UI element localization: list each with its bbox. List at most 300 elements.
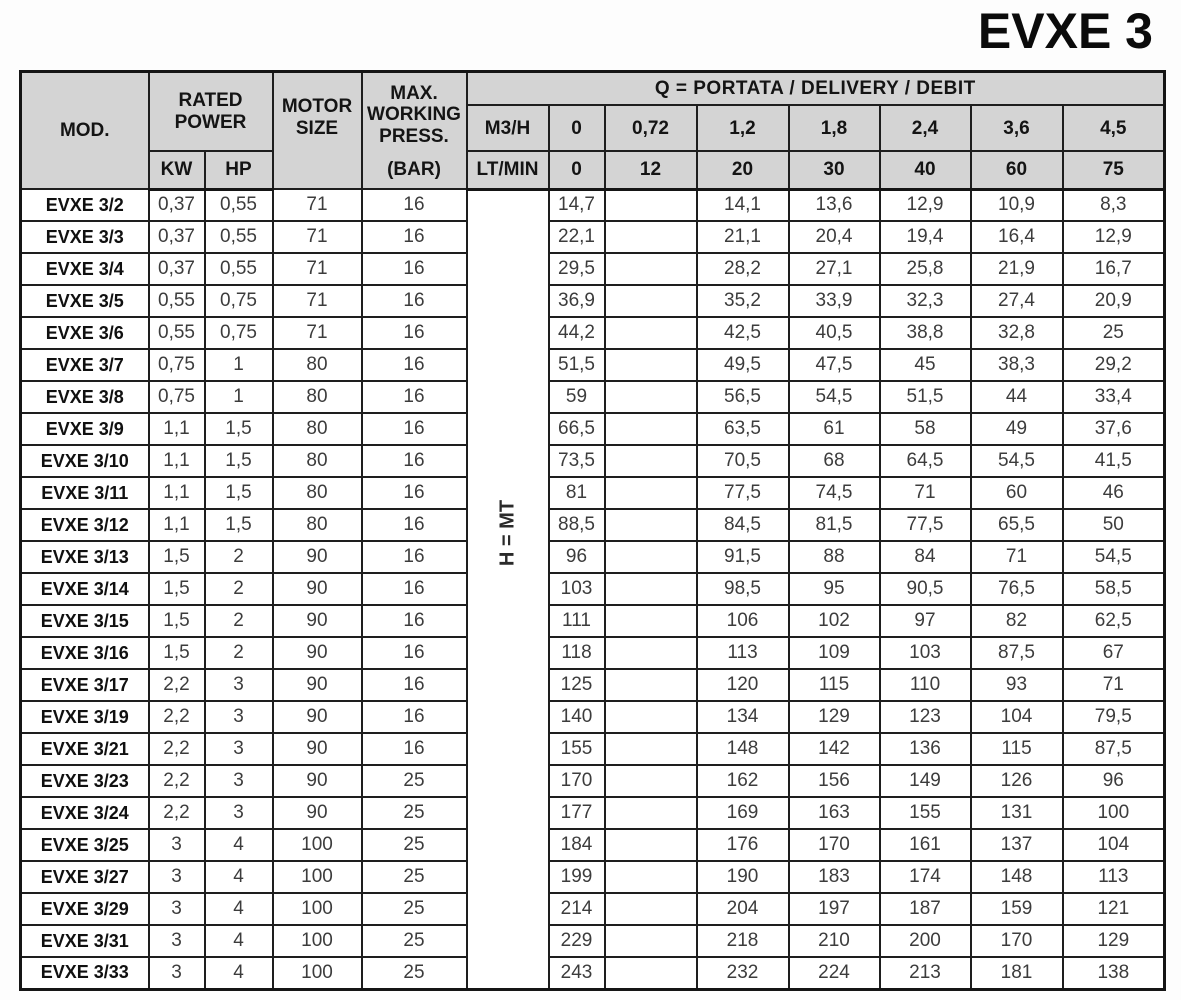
head-value-cell [605, 189, 697, 221]
head-value-cell: 54,5 [789, 381, 880, 413]
table-row [21, 925, 1165, 957]
motor-size-cell: 90 [273, 701, 362, 733]
header-ltmin-label: LT/MIN [467, 151, 549, 189]
table-row [21, 573, 1165, 605]
head-value-cell [605, 861, 697, 893]
head-value-cell: 111 [549, 605, 605, 637]
hp-cell: 3 [205, 765, 273, 797]
max-press-cell: 16 [362, 445, 467, 477]
table-row [21, 829, 1165, 861]
max-press-cell: 16 [362, 253, 467, 285]
model-cell: EVXE 3/17 [21, 669, 149, 701]
head-value-cell: 64,5 [880, 445, 971, 477]
head-value-cell [605, 829, 697, 861]
head-value-cell [605, 541, 697, 573]
head-value-cell [605, 445, 697, 477]
head-value-cell: 73,5 [549, 445, 605, 477]
head-value-cell: 218 [697, 925, 789, 957]
head-value-cell: 49 [971, 413, 1063, 445]
head-value-cell: 22,1 [549, 221, 605, 253]
head-value-cell: 90,5 [880, 573, 971, 605]
max-press-cell: 16 [362, 189, 467, 221]
kw-cell: 3 [149, 957, 205, 989]
head-value-cell: 51,5 [549, 349, 605, 381]
head-value-cell: 103 [549, 573, 605, 605]
head-value-cell: 229 [549, 925, 605, 957]
header-max-press-label: MAX. WORKING PRESS. [367, 83, 461, 147]
kw-cell: 0,55 [149, 285, 205, 317]
model-cell: EVXE 3/9 [21, 413, 149, 445]
head-value-cell: 214 [549, 893, 605, 925]
head-value-cell: 213 [880, 957, 971, 989]
head-value-cell: 87,5 [1063, 733, 1165, 765]
table-row [21, 797, 1165, 829]
hp-cell: 3 [205, 669, 273, 701]
head-value-cell: 21,1 [697, 221, 789, 253]
head-value-cell: 232 [697, 957, 789, 989]
head-value-cell [605, 573, 697, 605]
head-value-cell: 10,9 [971, 189, 1063, 221]
head-value-cell [605, 797, 697, 829]
head-value-cell: 50 [1063, 509, 1165, 541]
table-row [21, 701, 1165, 733]
motor-size-cell: 71 [273, 221, 362, 253]
table-row [21, 445, 1165, 477]
head-value-cell: 115 [789, 669, 880, 701]
head-value-cell: 87,5 [971, 637, 1063, 669]
header-m3h-value: 2,4 [880, 105, 971, 151]
model-cell: EVXE 3/11 [21, 477, 149, 509]
head-value-cell [605, 605, 697, 637]
head-value-cell: 25 [1063, 317, 1165, 349]
model-cell: EVXE 3/12 [21, 509, 149, 541]
model-cell: EVXE 3/15 [21, 605, 149, 637]
motor-size-cell: 71 [273, 253, 362, 285]
head-value-cell: 28,2 [697, 253, 789, 285]
head-value-cell: 104 [971, 701, 1063, 733]
head-value-cell: 67 [1063, 637, 1165, 669]
head-value-cell: 54,5 [1063, 541, 1165, 573]
head-value-cell: 176 [697, 829, 789, 861]
head-value-cell: 169 [697, 797, 789, 829]
head-value-cell: 21,9 [971, 253, 1063, 285]
model-cell: EVXE 3/21 [21, 733, 149, 765]
kw-cell: 1,5 [149, 541, 205, 573]
hp-cell: 4 [205, 957, 273, 989]
header-ltmin-value: 60 [971, 151, 1063, 189]
header-ltmin-value: 75 [1063, 151, 1165, 189]
hp-cell: 4 [205, 893, 273, 925]
model-cell: EVXE 3/25 [21, 829, 149, 861]
motor-size-cell: 90 [273, 605, 362, 637]
head-value-cell: 197 [789, 893, 880, 925]
model-cell: EVXE 3/29 [21, 893, 149, 925]
head-value-cell: 123 [880, 701, 971, 733]
max-press-cell: 16 [362, 701, 467, 733]
max-press-cell: 25 [362, 957, 467, 989]
model-cell: EVXE 3/6 [21, 317, 149, 349]
head-value-cell: 140 [549, 701, 605, 733]
head-value-cell: 84,5 [697, 509, 789, 541]
head-value-cell: 74,5 [789, 477, 880, 509]
max-press-cell: 16 [362, 317, 467, 349]
table-header [21, 72, 1165, 190]
head-value-cell: 61 [789, 413, 880, 445]
table-row [21, 541, 1165, 573]
head-value-cell: 44,2 [549, 317, 605, 349]
table-row [21, 893, 1165, 925]
kw-cell: 1,5 [149, 605, 205, 637]
head-value-cell: 71 [971, 541, 1063, 573]
model-cell: EVXE 3/4 [21, 253, 149, 285]
motor-size-cell: 80 [273, 413, 362, 445]
kw-cell: 3 [149, 925, 205, 957]
table-row [21, 637, 1165, 669]
head-value-cell: 187 [880, 893, 971, 925]
head-value-cell: 77,5 [697, 477, 789, 509]
model-cell: EVXE 3/10 [21, 445, 149, 477]
head-value-cell: 97 [880, 605, 971, 637]
head-value-cell: 44 [971, 381, 1063, 413]
motor-size-cell: 100 [273, 829, 362, 861]
head-value-cell: 27,1 [789, 253, 880, 285]
table-row [21, 861, 1165, 893]
head-value-cell: 138 [1063, 957, 1165, 989]
max-press-cell: 16 [362, 733, 467, 765]
head-value-cell: 47,5 [789, 349, 880, 381]
model-cell: EVXE 3/8 [21, 381, 149, 413]
kw-cell: 3 [149, 829, 205, 861]
head-value-cell: 54,5 [971, 445, 1063, 477]
motor-size-cell: 100 [273, 861, 362, 893]
table-row [21, 765, 1165, 797]
motor-size-cell: 80 [273, 381, 362, 413]
head-value-cell: 56,5 [697, 381, 789, 413]
kw-cell: 1,5 [149, 573, 205, 605]
head-value-cell: 37,6 [1063, 413, 1165, 445]
head-value-cell: 136 [880, 733, 971, 765]
page-title: EVXE 3 [977, 3, 1153, 59]
head-value-cell: 65,5 [971, 509, 1063, 541]
head-value-cell: 149 [880, 765, 971, 797]
head-value-cell: 121 [1063, 893, 1165, 925]
head-value-cell: 38,8 [880, 317, 971, 349]
model-cell: EVXE 3/31 [21, 925, 149, 957]
head-value-cell: 95 [789, 573, 880, 605]
head-value-cell: 20,4 [789, 221, 880, 253]
head-value-cell: 29,5 [549, 253, 605, 285]
kw-cell: 2,2 [149, 733, 205, 765]
motor-size-cell: 80 [273, 445, 362, 477]
table-row [21, 669, 1165, 701]
table-row [21, 349, 1165, 381]
head-value-cell: 8,3 [1063, 189, 1165, 221]
table-row [21, 285, 1165, 317]
head-value-cell [605, 925, 697, 957]
head-value-cell: 148 [697, 733, 789, 765]
head-value-cell: 155 [549, 733, 605, 765]
hp-cell: 4 [205, 925, 273, 957]
head-value-cell: 84 [880, 541, 971, 573]
head-value-cell: 96 [549, 541, 605, 573]
head-value-cell: 110 [880, 669, 971, 701]
hp-cell: 1,5 [205, 413, 273, 445]
table-body [21, 189, 1165, 989]
head-value-cell: 12,9 [1063, 221, 1165, 253]
head-value-cell: 25,8 [880, 253, 971, 285]
head-value-cell: 58,5 [1063, 573, 1165, 605]
table-row [21, 253, 1165, 285]
hp-cell: 0,55 [205, 189, 273, 221]
kw-cell: 1,1 [149, 509, 205, 541]
motor-size-cell: 90 [273, 797, 362, 829]
head-value-cell: 32,8 [971, 317, 1063, 349]
motor-size-cell: 90 [273, 637, 362, 669]
motor-size-cell: 100 [273, 925, 362, 957]
head-value-cell: 102 [789, 605, 880, 637]
head-value-cell: 58 [880, 413, 971, 445]
head-value-cell: 35,2 [697, 285, 789, 317]
head-value-cell: 113 [1063, 861, 1165, 893]
table-row [21, 477, 1165, 509]
motor-size-cell: 90 [273, 541, 362, 573]
head-value-cell: 125 [549, 669, 605, 701]
head-value-cell: 38,3 [971, 349, 1063, 381]
head-value-cell: 142 [789, 733, 880, 765]
hp-cell: 1,5 [205, 477, 273, 509]
head-value-cell: 177 [549, 797, 605, 829]
head-value-cell: 155 [880, 797, 971, 829]
kw-cell: 2,2 [149, 701, 205, 733]
kw-cell: 1,1 [149, 413, 205, 445]
motor-size-cell: 90 [273, 733, 362, 765]
head-value-cell: 51,5 [880, 381, 971, 413]
header-motor-size-label: MOTOR SIZE [281, 96, 353, 139]
head-value-cell: 60 [971, 477, 1063, 509]
kw-cell: 0,75 [149, 349, 205, 381]
model-cell: EVXE 3/33 [21, 957, 149, 989]
table-row [21, 733, 1165, 765]
hp-cell: 3 [205, 701, 273, 733]
kw-cell: 2,2 [149, 765, 205, 797]
kw-cell: 1,5 [149, 637, 205, 669]
head-value-cell: 16,4 [971, 221, 1063, 253]
kw-cell: 0,75 [149, 381, 205, 413]
head-value-cell [605, 957, 697, 989]
head-value-cell [605, 701, 697, 733]
hp-cell: 0,55 [205, 221, 273, 253]
motor-size-cell: 71 [273, 317, 362, 349]
hp-cell: 1,5 [205, 509, 273, 541]
model-cell: EVXE 3/14 [21, 573, 149, 605]
head-value-cell: 77,5 [880, 509, 971, 541]
header-hp: HP [205, 151, 273, 189]
motor-size-cell: 80 [273, 349, 362, 381]
model-cell: EVXE 3/5 [21, 285, 149, 317]
max-press-cell: 16 [362, 573, 467, 605]
head-value-cell: 103 [880, 637, 971, 669]
head-value-cell: 224 [789, 957, 880, 989]
head-value-cell: 148 [971, 861, 1063, 893]
header-rated-power: RATED POWER [149, 72, 273, 152]
head-value-cell [605, 765, 697, 797]
max-press-cell: 16 [362, 285, 467, 317]
table-row [21, 605, 1165, 637]
head-value-cell: 27,4 [971, 285, 1063, 317]
kw-cell: 2,2 [149, 669, 205, 701]
head-value-cell: 115 [971, 733, 1063, 765]
header-ltmin-value: 20 [697, 151, 789, 189]
max-press-cell: 25 [362, 797, 467, 829]
motor-size-cell: 71 [273, 189, 362, 221]
head-value-cell: 20,9 [1063, 285, 1165, 317]
header-max-working-press [362, 72, 467, 190]
table-row [21, 317, 1165, 349]
max-press-cell: 16 [362, 637, 467, 669]
head-value-cell: 170 [971, 925, 1063, 957]
head-value-cell: 63,5 [697, 413, 789, 445]
head-value-cell: 181 [971, 957, 1063, 989]
max-press-cell: 25 [362, 765, 467, 797]
head-value-cell: 36,9 [549, 285, 605, 317]
head-value-cell: 184 [549, 829, 605, 861]
head-value-cell: 14,1 [697, 189, 789, 221]
head-value-cell: 109 [789, 637, 880, 669]
head-value-cell: 81,5 [789, 509, 880, 541]
max-press-cell: 16 [362, 669, 467, 701]
head-value-cell: 62,5 [1063, 605, 1165, 637]
hp-cell: 0,75 [205, 285, 273, 317]
header-m3h-value: 1,2 [697, 105, 789, 151]
head-value-cell: 100 [1063, 797, 1165, 829]
motor-size-cell: 71 [273, 285, 362, 317]
head-value-cell: 79,5 [1063, 701, 1165, 733]
kw-cell: 0,37 [149, 221, 205, 253]
head-value-cell: 137 [971, 829, 1063, 861]
header-m3h-label: M3/H [467, 105, 549, 151]
head-value-cell: 162 [697, 765, 789, 797]
motor-size-cell: 80 [273, 509, 362, 541]
hp-cell: 4 [205, 829, 273, 861]
head-value-cell: 156 [789, 765, 880, 797]
kw-cell: 3 [149, 893, 205, 925]
head-value-cell [605, 253, 697, 285]
head-value-cell [605, 381, 697, 413]
head-value-cell: 134 [697, 701, 789, 733]
model-cell: EVXE 3/3 [21, 221, 149, 253]
head-value-cell [605, 285, 697, 317]
head-value-cell: 118 [549, 637, 605, 669]
head-value-cell: 98,5 [697, 573, 789, 605]
max-press-cell: 16 [362, 605, 467, 637]
head-value-cell: 104 [1063, 829, 1165, 861]
model-cell: EVXE 3/24 [21, 797, 149, 829]
motor-size-cell: 100 [273, 957, 362, 989]
header-motor-size [273, 72, 362, 190]
hp-cell: 1,5 [205, 445, 273, 477]
head-value-cell: 33,4 [1063, 381, 1165, 413]
header-m3h-value: 3,6 [971, 105, 1063, 151]
head-value-cell: 71 [1063, 669, 1165, 701]
head-value-cell: 159 [971, 893, 1063, 925]
hp-cell: 4 [205, 861, 273, 893]
head-value-cell: 41,5 [1063, 445, 1165, 477]
head-value-cell: 40,5 [789, 317, 880, 349]
table-row [21, 509, 1165, 541]
table-row [21, 413, 1165, 445]
header-ltmin-value: 40 [880, 151, 971, 189]
header-ltmin-value: 0 [549, 151, 605, 189]
model-cell: EVXE 3/2 [21, 189, 149, 221]
model-cell: EVXE 3/13 [21, 541, 149, 573]
hp-cell: 1 [205, 349, 273, 381]
head-value-cell: 161 [880, 829, 971, 861]
motor-size-cell: 90 [273, 765, 362, 797]
hp-cell: 3 [205, 733, 273, 765]
head-value-cell: 45 [880, 349, 971, 381]
head-value-cell [605, 221, 697, 253]
header-bar-label: (BAR) [387, 158, 441, 180]
head-value-cell: 170 [549, 765, 605, 797]
max-press-cell: 16 [362, 349, 467, 381]
pump-spec-table [19, 70, 1166, 991]
head-value-cell: 163 [789, 797, 880, 829]
motor-size-cell: 100 [273, 893, 362, 925]
header-m3h-value: 4,5 [1063, 105, 1165, 151]
head-value-cell: 59 [549, 381, 605, 413]
max-press-cell: 16 [362, 381, 467, 413]
kw-cell: 1,1 [149, 477, 205, 509]
head-value-cell: 174 [880, 861, 971, 893]
head-value-cell: 42,5 [697, 317, 789, 349]
hp-cell: 3 [205, 797, 273, 829]
kw-cell: 1,1 [149, 445, 205, 477]
kw-cell: 0,55 [149, 317, 205, 349]
max-press-cell: 16 [362, 221, 467, 253]
model-cell: EVXE 3/19 [21, 701, 149, 733]
motor-size-cell: 80 [273, 477, 362, 509]
head-value-cell [605, 509, 697, 541]
table-row [21, 381, 1165, 413]
motor-size-cell: 90 [273, 573, 362, 605]
max-press-cell: 16 [362, 509, 467, 541]
header-m3h-value: 0,72 [605, 105, 697, 151]
head-value-cell: 96 [1063, 765, 1165, 797]
head-value-cell [605, 477, 697, 509]
hp-cell: 2 [205, 573, 273, 605]
hp-cell: 2 [205, 605, 273, 637]
max-press-cell: 25 [362, 861, 467, 893]
head-value-cell: 13,6 [789, 189, 880, 221]
head-value-cell: 46 [1063, 477, 1165, 509]
head-value-cell [605, 637, 697, 669]
head-value-cell: 66,5 [549, 413, 605, 445]
model-cell: EVXE 3/16 [21, 637, 149, 669]
h-mt-column-cell [467, 189, 549, 989]
kw-cell: 0,37 [149, 253, 205, 285]
header-mod: MOD. [21, 72, 149, 190]
head-value-cell: 49,5 [697, 349, 789, 381]
head-value-cell: 170 [789, 829, 880, 861]
head-value-cell: 113 [697, 637, 789, 669]
model-cell: EVXE 3/27 [21, 861, 149, 893]
head-value-cell: 33,9 [789, 285, 880, 317]
head-value-cell: 200 [880, 925, 971, 957]
head-value-cell: 88 [789, 541, 880, 573]
header-m3h-value: 0 [549, 105, 605, 151]
head-value-cell: 81 [549, 477, 605, 509]
head-value-cell [605, 893, 697, 925]
